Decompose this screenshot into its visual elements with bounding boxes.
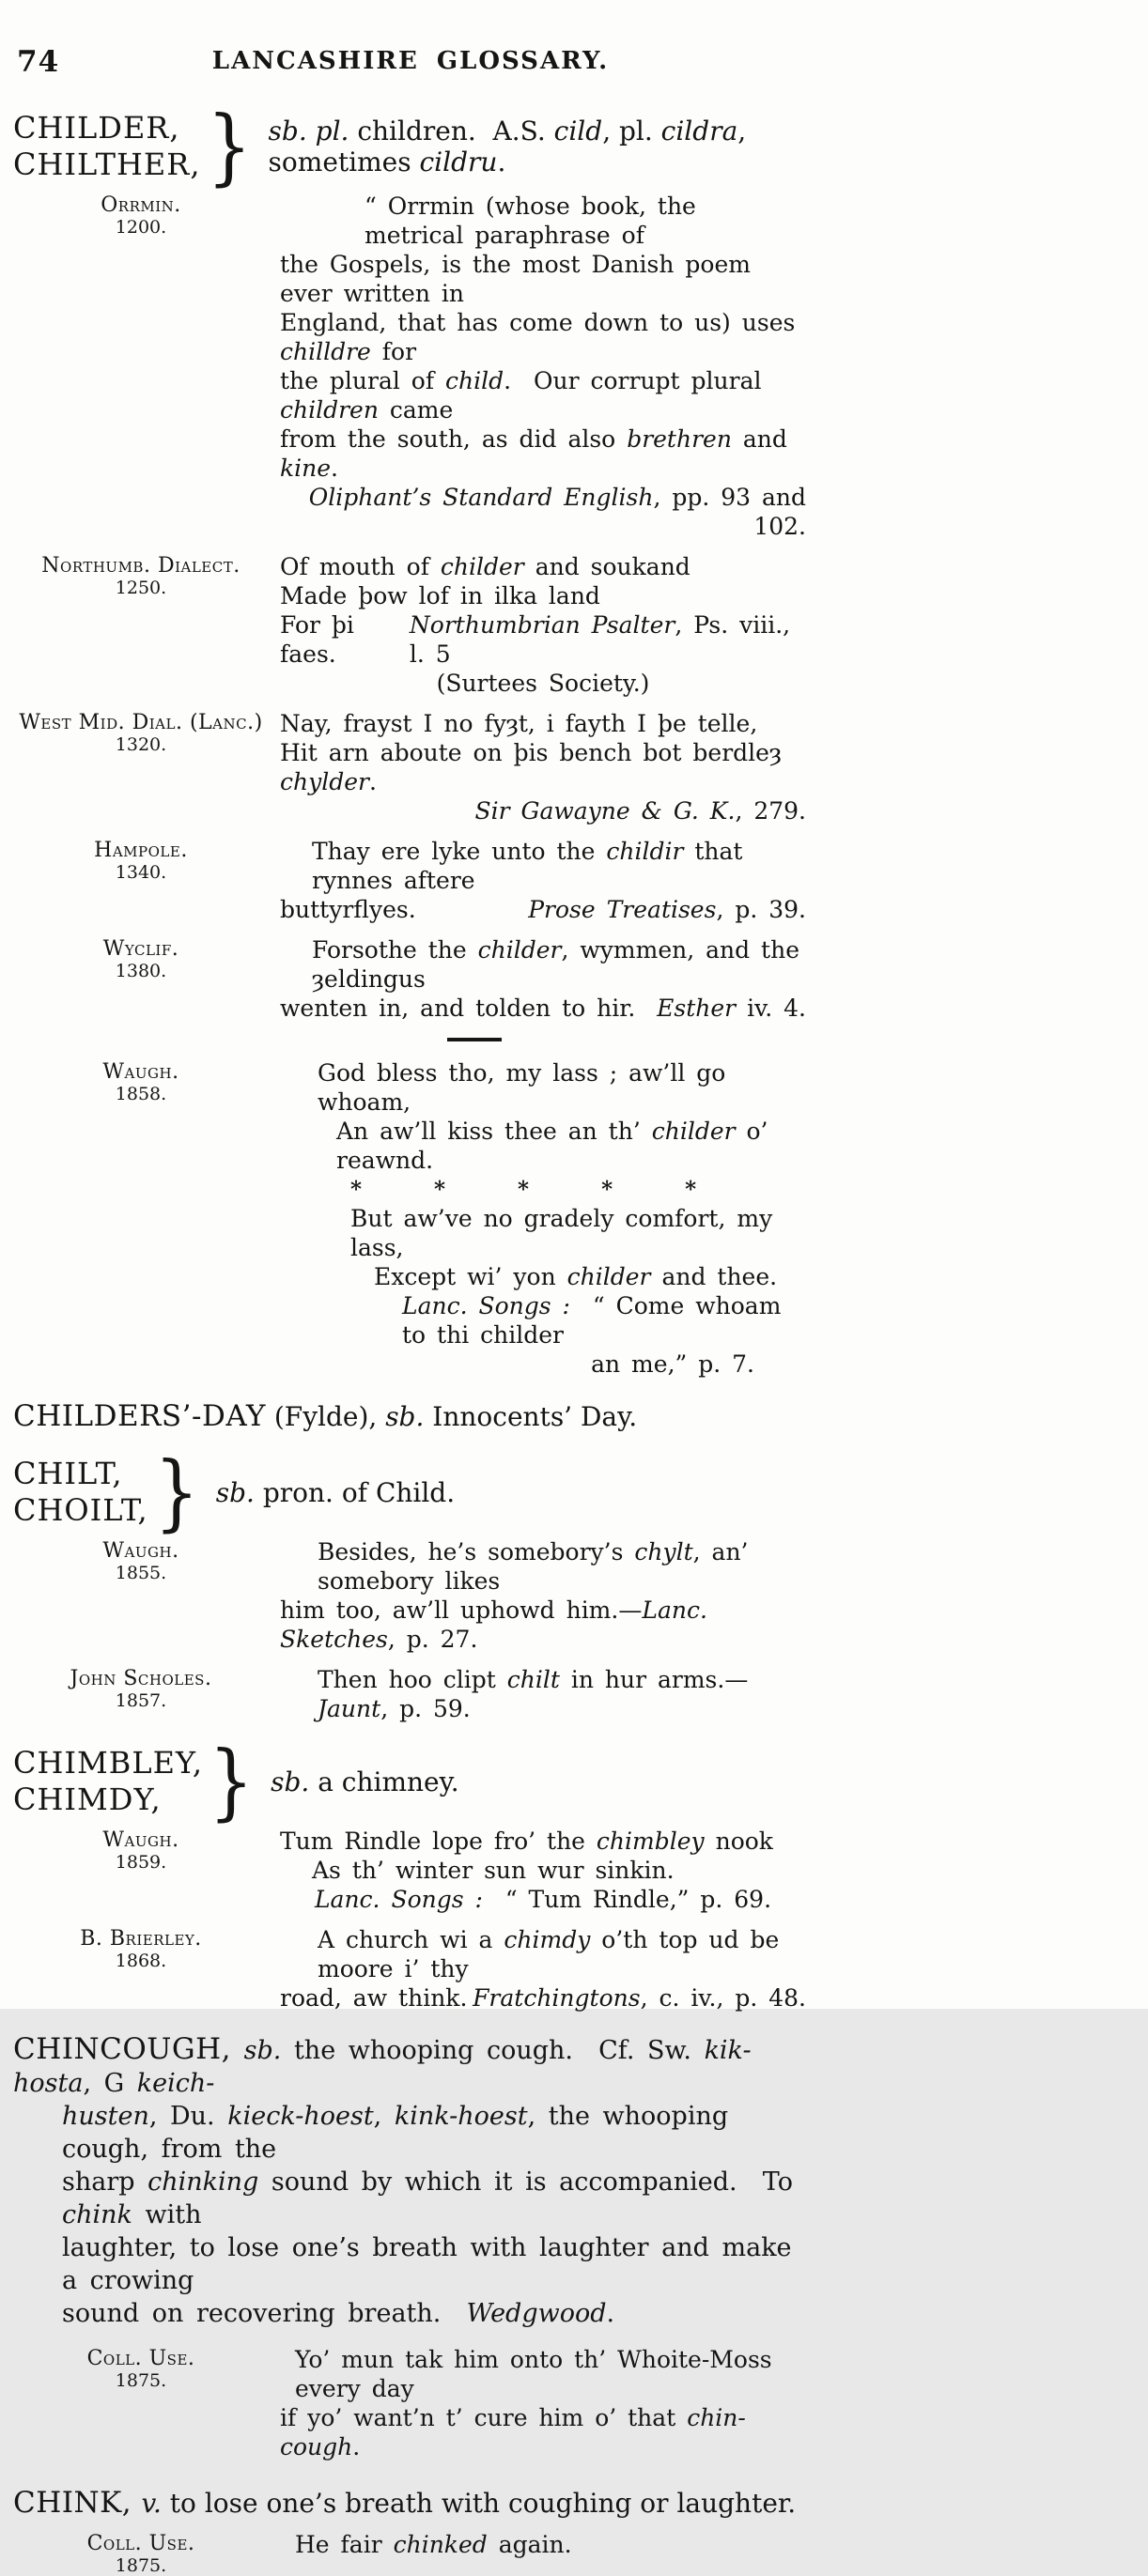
entry-definition-line: sound on recovering breath. Wedgwood.: [62, 2299, 615, 2328]
entry-definition-line: sharp chinking sound by which it is accompanied. To chink with: [62, 2167, 806, 2229]
quote-attribution: Northumbrian Psalter, Ps. viii., l. 5: [409, 611, 802, 668]
citation-source: Hampole.: [94, 839, 188, 862]
entry-definition-line: husten, Du. kieck-hoest, kink-hoest, the whooping cough, from the: [62, 2102, 741, 2164]
entry-headword-group: [13, 1733, 808, 1829]
citation-quote: [280, 1665, 806, 1723]
definition: sb. pron. of Child.: [215, 1476, 456, 1508]
citation-label: [13, 2345, 269, 2461]
running-head: LANCASHIRE GLOSSARY.: [211, 47, 610, 75]
quote-line: But aw’ve no gradely comfort, my lass,: [350, 1205, 784, 1261]
quote-line: [280, 610, 806, 669]
entry-chink: [13, 2486, 808, 2576]
brace-glyph: }: [209, 1733, 254, 1829]
entry-definition-line: CHILDERS’-DAY (Fylde), sb. Innocents’ Day.: [13, 1399, 638, 1433]
headword: CHILDER,: [13, 110, 180, 146]
quote-line: “ Orrmin (whose book, the metrical paraphrase of: [365, 193, 707, 249]
entry-definition-line: CHINK, v. to lose one’s breath with coughing or laughter.: [13, 2486, 797, 2520]
citation-waugh-1859: [13, 1827, 808, 1914]
citation-source: Orrmin.: [101, 193, 181, 217]
quote-attribution: an me,” p. 7.: [591, 1350, 754, 1378]
quote-line: Forsothe the childer, wymmen, and the ȝeldingus: [312, 936, 811, 993]
entry-headword-group: [13, 98, 808, 194]
citation-quote: [280, 1058, 806, 1379]
quote-line: Of mouth of childer and soukand: [280, 553, 690, 580]
citation-label: [13, 837, 269, 924]
quote-line: England, that has come down to us) uses chilldre for: [280, 309, 807, 365]
citation-label: [13, 1925, 269, 2013]
citation-waugh-1855: [13, 1537, 808, 1654]
quote-line: Nay, frayst I no fyȝt, i fayth I þe telle,: [280, 710, 758, 737]
quote-line: Tum Rindle lope fro’ the chimbley nook: [280, 1828, 773, 1855]
quote-line: [280, 895, 806, 924]
quote-line: Then hoo clipt chilt in hur arms.—Jaunt, p. 59.: [318, 1666, 749, 1722]
citation-label: [13, 552, 269, 698]
citation-source: Coll. Use.: [86, 2532, 195, 2555]
headword-variants: [13, 1745, 203, 1818]
quote-line-left: wenten in, and tolden to hir.: [280, 995, 636, 1022]
quote-line: the Gospels, is the most Danish poem ever written in: [280, 251, 762, 307]
text-block: [13, 43, 817, 2576]
citation-hampole: [13, 837, 808, 924]
citation-coll-use-chincough: [13, 2345, 808, 2461]
quote-attribution: Lanc. Songs : “ Tum Rindle,” p. 69.: [314, 1886, 772, 1913]
citation-date: 1858.: [115, 1084, 167, 1104]
citation-source: Northumb. Dialect.: [41, 554, 240, 578]
headword: CHILTHER,: [13, 147, 201, 182]
headword: CHIMBLEY,: [13, 1745, 204, 1781]
citation-source: John Scholes.: [70, 1667, 212, 1690]
quote-attribution: Lanc. Songs : “ Come whoam to thi childer: [402, 1292, 793, 1349]
citation-orrmin: [13, 192, 817, 541]
page-number: 74: [17, 45, 60, 79]
citation-date: 1875.: [115, 2370, 167, 2391]
quote-line: from the south, as did also brethren and kine.: [280, 425, 799, 482]
citation-waugh-1858: [13, 1058, 808, 1379]
asterisk-separator: * * * * *: [350, 1177, 699, 1202]
citation-label: [13, 192, 269, 541]
citation-quote: [280, 837, 806, 924]
citation-wyclif: [13, 935, 811, 1023]
entry-chimbley: [13, 1733, 808, 2013]
quote-line-left: For þi faes.: [280, 611, 365, 668]
quote-line: Thay ere lyke unto the childir that rynnes aftere: [312, 838, 754, 894]
quote-attribution: Prose Treatises, p. 39.: [528, 896, 806, 923]
citation-date: 1855.: [115, 1563, 167, 1583]
citation-source: Waugh.: [102, 1539, 179, 1563]
citation-label: [13, 1058, 269, 1379]
citation-quote: [280, 1827, 806, 1914]
citation-label: [13, 709, 269, 825]
section-divider-rule: [447, 1038, 502, 1041]
citation-date: 1859.: [115, 1852, 167, 1873]
quote-line: Hit arn aboute on þis bench bot berdleȝ chylder.: [280, 739, 793, 795]
citation-source: West Mid. Dial. (Lanc.): [19, 711, 263, 734]
quote-attribution: Esther iv. 4.: [657, 995, 806, 1022]
quote-line: God bless tho, my lass ; aw’ll go whoam,: [318, 1059, 737, 1116]
quote-line: Yo’ mun tak him onto th’ Whoite-Moss every day: [295, 2346, 783, 2402]
quote-line: Except wi’ yon childer and thee.: [374, 1263, 778, 1290]
citation-date: 1868.: [115, 1951, 167, 1971]
quote-line: A church wi a chimdy o’th top ud be moore i’ thy: [318, 1926, 791, 1982]
citation-label: [13, 1827, 269, 1914]
quote-line: An aw’ll kiss thee an th’ childer o’ reawnd.: [336, 1118, 780, 1174]
quote-attribution: Fratchingtons, c. iv., p. 48.: [473, 1984, 806, 2012]
citation-source: B. Brierley.: [80, 1927, 202, 1951]
citation-label: [13, 935, 269, 1023]
headword-variants: [13, 1456, 148, 1529]
entry-definition-line: laughter, to lose one’s breath with laughter and make a crowing: [62, 2233, 805, 2295]
citation-date: 1875.: [115, 2555, 167, 2576]
citation-date: 1250.: [115, 578, 167, 598]
citation-quote: [280, 2345, 806, 2461]
page-header: [13, 43, 808, 85]
citation-quote: [280, 709, 806, 825]
entry-childers-day: [13, 1399, 808, 1434]
citation-quote: [280, 2530, 806, 2576]
quote-line: Besides, he’s somebory’s chylt, an’ somebory likes: [318, 1538, 760, 1595]
headword: CHOILT,: [13, 1492, 148, 1528]
quote-line-left: buttyrflyes.: [280, 896, 416, 923]
entry-childer: [13, 98, 817, 1379]
quote-line: [280, 994, 806, 1023]
citation-source: Wyclif.: [102, 937, 179, 961]
brace-glyph: }: [206, 98, 252, 194]
citation-west-mid-dial: [13, 709, 808, 825]
brace-glyph: }: [153, 1443, 199, 1540]
entry-chincough: [13, 2033, 808, 2330]
citation-quote: [280, 1925, 806, 2013]
quote-line: [280, 1983, 806, 2013]
quote-line: He fair chinked again.: [295, 2531, 572, 2558]
citation-label: [13, 1537, 269, 1654]
citation-quote: [280, 192, 817, 541]
citation-date: 1340.: [115, 862, 167, 883]
citation-john-scholes: [13, 1665, 808, 1723]
entry-definition-line: CHINCOUGH, sb. the whooping cough. Cf. Sw. kik-hosta, G keich-: [13, 2032, 752, 2098]
citation-date: 1857.: [115, 1690, 167, 1711]
citation-source: Waugh.: [102, 1828, 179, 1852]
citation-label: [13, 2530, 269, 2576]
citation-label: [13, 1665, 269, 1723]
entry-headword-group: [13, 1443, 808, 1540]
citation-brierley: [13, 1925, 808, 2013]
quote-line: As th’ winter sun wur sinkin.: [312, 1857, 675, 1884]
quote-line-left: road, aw think.: [280, 1984, 468, 2012]
citation-quote: [280, 552, 806, 698]
citation-source: Coll. Use.: [86, 2347, 195, 2370]
citation-source: Waugh.: [102, 1060, 179, 1084]
citation-coll-use-chink: [13, 2530, 808, 2576]
entry-chilt: [13, 1443, 808, 1723]
citation-quote: [280, 1537, 806, 1654]
headword: CHILT,: [13, 1456, 123, 1491]
citation-northumb-dialect: [13, 552, 808, 698]
headword: CHIMDY,: [13, 1782, 162, 1817]
quote-attribution: Oliphant’s Standard English, pp. 93 and 102.: [308, 484, 817, 540]
citation-date: 1320.: [115, 734, 167, 755]
quote-line: the plural of child. Our corrupt plural children came: [280, 367, 773, 424]
definition: sb. a chimney.: [271, 1766, 459, 1797]
citation-date: 1200.: [115, 217, 167, 238]
quote-attribution: Sir Gawayne & G. K., 279.: [474, 797, 806, 825]
citation-quote: [280, 935, 811, 1023]
quote-line: him too, aw’ll uphowd him.—Lanc. Sketches, p. 27.: [280, 1597, 719, 1653]
quote-line: if yo’ want’n t’ cure him o’ that chin-cough.: [280, 2404, 746, 2460]
quote-line: (Surtees Society.): [436, 670, 650, 697]
citation-date: 1380.: [115, 961, 167, 981]
definition: sb. pl. children. A.S. cild, pl. cildra, sometimes cildru.: [268, 116, 755, 177]
quote-line: Made þow lof in ilka land: [280, 582, 600, 609]
headword-variants: [13, 110, 201, 183]
